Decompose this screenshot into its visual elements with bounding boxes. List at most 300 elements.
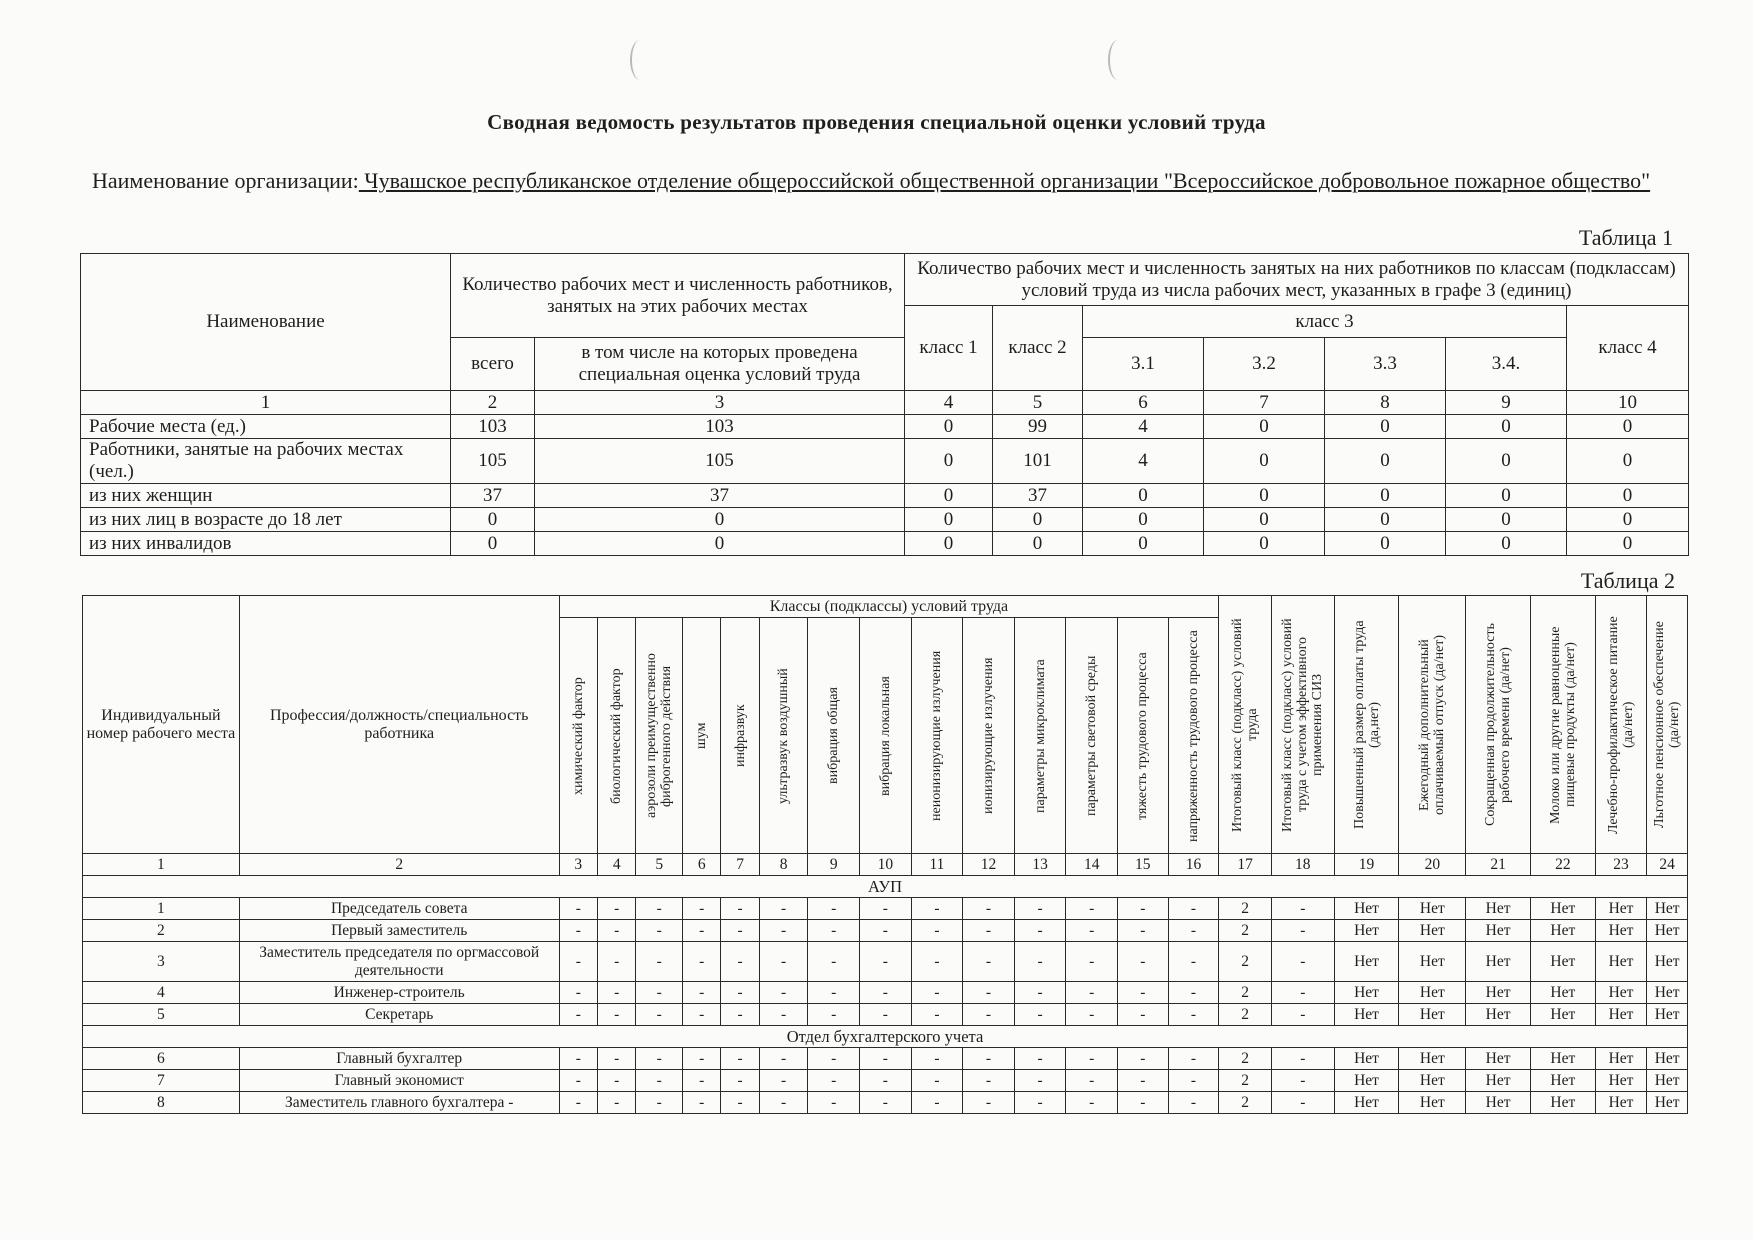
column-number: 9 bbox=[808, 854, 860, 876]
factor-class: - bbox=[636, 1092, 683, 1114]
col-header-sub31: 3.1 bbox=[1083, 338, 1204, 391]
factor-class: - bbox=[1014, 1004, 1066, 1026]
cell-value: 0 bbox=[1446, 532, 1567, 556]
col-header-factor bbox=[682, 618, 720, 854]
column-number: 14 bbox=[1066, 854, 1118, 876]
column-number: 3 bbox=[559, 854, 597, 876]
factor-class: - bbox=[808, 1070, 860, 1092]
factor-class: - bbox=[559, 1004, 597, 1026]
factor-class: - bbox=[808, 920, 860, 942]
factor-class: - bbox=[1014, 1070, 1066, 1092]
cell-value: 99 bbox=[993, 415, 1083, 439]
factor-class: - bbox=[682, 982, 720, 1004]
cell-value: 0 bbox=[1446, 415, 1567, 439]
factor-class: - bbox=[559, 982, 597, 1004]
col-header-extra-label: Итоговый класс (подкласс) условий труда с учетом эффективного применения СИЗ bbox=[1280, 617, 1326, 832]
factor-class: - bbox=[808, 1092, 860, 1114]
benefit-value: Нет bbox=[1466, 898, 1531, 920]
col-header-workplace-id: Индивидуальный номер рабочего места bbox=[83, 596, 240, 854]
column-number: 10 bbox=[1567, 391, 1689, 415]
column-number: 2 bbox=[451, 391, 535, 415]
col-header-factor bbox=[598, 618, 636, 854]
col-header-group2: Количество рабочих мест и численность занятых на них работников по классам (подклассам) условий труда из числа рабочих мест, указанных в графе 3 (единиц) bbox=[905, 254, 1689, 306]
summary-row bbox=[81, 508, 1689, 532]
col-header-factor bbox=[963, 618, 1015, 854]
cell-value: 37 bbox=[993, 484, 1083, 508]
table-row bbox=[83, 942, 1688, 982]
row-label: Работники, занятые на рабочих местах (чел.) bbox=[81, 439, 451, 484]
col-header-extra bbox=[1219, 596, 1272, 854]
cell-value: 0 bbox=[1083, 484, 1204, 508]
benefit-value: Нет bbox=[1595, 1048, 1647, 1070]
factor-class: - bbox=[1117, 1048, 1168, 1070]
factor-class: - bbox=[1066, 920, 1118, 942]
table-row bbox=[83, 982, 1688, 1004]
factor-class: - bbox=[636, 942, 683, 982]
column-number: 10 bbox=[860, 854, 912, 876]
benefit-value: Нет bbox=[1647, 1048, 1688, 1070]
column-number: 7 bbox=[721, 854, 759, 876]
benefit-value: Нет bbox=[1399, 1004, 1466, 1026]
factor-class: - bbox=[963, 982, 1015, 1004]
factor-class: - bbox=[1168, 1092, 1219, 1114]
document-title: Сводная ведомость результатов проведения специальной оценки условий труда bbox=[487, 110, 1266, 134]
factor-class: - bbox=[1117, 920, 1168, 942]
factor-class: - bbox=[911, 1070, 963, 1092]
factor-class: - bbox=[963, 898, 1015, 920]
factor-class: - bbox=[911, 920, 963, 942]
col-header-classes-group: Классы (подклассы) условий труда bbox=[559, 596, 1219, 618]
factor-class: - bbox=[808, 898, 860, 920]
factor-class: - bbox=[759, 898, 808, 920]
factor-class: - bbox=[721, 982, 759, 1004]
benefit-value: Нет bbox=[1647, 920, 1688, 942]
cell-value: 0 bbox=[1446, 484, 1567, 508]
benefit-value: Нет bbox=[1530, 1048, 1595, 1070]
col-header-extra bbox=[1647, 596, 1688, 854]
col-header-group1: Количество рабочих мест и численность работников, занятых на этих рабочих местах bbox=[451, 254, 905, 338]
factor-class: - bbox=[636, 982, 683, 1004]
factor-class: - bbox=[911, 942, 963, 982]
row-label: из них инвалидов bbox=[81, 532, 451, 556]
col-header-factor bbox=[1066, 618, 1118, 854]
factor-class: - bbox=[1168, 982, 1219, 1004]
factor-class: - bbox=[636, 1004, 683, 1026]
col-header-factor bbox=[911, 618, 963, 854]
benefit-value: Нет bbox=[1466, 920, 1531, 942]
benefit-value: Нет bbox=[1595, 1092, 1647, 1114]
cell-value: 0 bbox=[1325, 484, 1446, 508]
column-number: 3 bbox=[535, 391, 905, 415]
col-header-extra bbox=[1530, 596, 1595, 854]
workplace-id: 4 bbox=[83, 982, 240, 1004]
factor-class: - bbox=[1168, 1004, 1219, 1026]
benefit-value: Нет bbox=[1530, 1092, 1595, 1114]
benefit-value: Нет bbox=[1334, 1092, 1399, 1114]
benefit-value: Нет bbox=[1530, 920, 1595, 942]
col-header-factor-label: ультразвук воздушный bbox=[776, 667, 792, 804]
factor-class: - bbox=[1117, 982, 1168, 1004]
factor-class: - bbox=[682, 920, 720, 942]
col-header-total: всего bbox=[451, 338, 535, 391]
benefit-value: Нет bbox=[1399, 982, 1466, 1004]
column-number: 22 bbox=[1530, 854, 1595, 876]
table1-caption: Таблица 1 bbox=[1578, 225, 1673, 250]
benefit-value: Нет bbox=[1595, 920, 1647, 942]
column-number: 21 bbox=[1466, 854, 1531, 876]
factor-class: - bbox=[682, 898, 720, 920]
col-header-sub33: 3.3 bbox=[1325, 338, 1446, 391]
factor-class: - bbox=[963, 1048, 1015, 1070]
factor-class: - bbox=[559, 1070, 597, 1092]
summary-table bbox=[80, 253, 1689, 556]
factor-class: - bbox=[963, 1004, 1015, 1026]
col-header-profession: Профессия/должность/специальность работника bbox=[239, 596, 559, 854]
factor-class: - bbox=[1066, 982, 1118, 1004]
cell-value: 37 bbox=[535, 484, 905, 508]
summary-row bbox=[81, 415, 1689, 439]
factor-class: - bbox=[860, 898, 912, 920]
cell-value: 0 bbox=[1204, 439, 1325, 484]
factor-class: - bbox=[598, 1070, 636, 1092]
organization-label: Наименование организации: bbox=[92, 168, 359, 193]
column-number: 4 bbox=[598, 854, 636, 876]
column-number: 2 bbox=[239, 854, 559, 876]
cell-value: 103 bbox=[535, 415, 905, 439]
row-label: из них лиц в возрасте до 18 лет bbox=[81, 508, 451, 532]
factor-class: - bbox=[636, 920, 683, 942]
factor-class: - bbox=[636, 1070, 683, 1092]
cell-value: 0 bbox=[1083, 508, 1204, 532]
benefit-value: Нет bbox=[1647, 1092, 1688, 1114]
cell-value: 0 bbox=[1204, 484, 1325, 508]
factor-class: - bbox=[808, 1048, 860, 1070]
col-header-factor-label: аэрозоли преимущественно фиброгенного действия bbox=[644, 653, 675, 818]
table-row bbox=[83, 1070, 1688, 1092]
col-header-factor-label: ионизирующие излучения bbox=[981, 657, 996, 814]
col-header-factor-label: неионизирующие излучения bbox=[929, 650, 945, 821]
factor-class: - bbox=[682, 1004, 720, 1026]
factor-class: - bbox=[1117, 898, 1168, 920]
profession-name: Первый заместитель bbox=[239, 920, 559, 942]
final-class: 2 bbox=[1219, 1048, 1272, 1070]
cell-value: 0 bbox=[535, 508, 905, 532]
final-class: 2 bbox=[1219, 898, 1272, 920]
factor-class: - bbox=[911, 898, 963, 920]
cell-value: 0 bbox=[905, 508, 993, 532]
organization-line bbox=[92, 168, 1662, 193]
workplace-id: 6 bbox=[83, 1048, 240, 1070]
factor-class: - bbox=[682, 942, 720, 982]
col-header-factor-label: тяжесть трудового процесса bbox=[1135, 651, 1151, 820]
cell-value: 0 bbox=[993, 532, 1083, 556]
benefit-value: Нет bbox=[1647, 942, 1688, 982]
benefit-value: Нет bbox=[1595, 898, 1647, 920]
factor-class: - bbox=[759, 982, 808, 1004]
factor-class: - bbox=[559, 920, 597, 942]
column-number: 11 bbox=[911, 854, 963, 876]
benefit-value: Нет bbox=[1595, 982, 1647, 1004]
column-number: 7 bbox=[1204, 391, 1325, 415]
benefit-value: Нет bbox=[1466, 1070, 1531, 1092]
factor-class: - bbox=[636, 898, 683, 920]
factor-class: - bbox=[721, 1070, 759, 1092]
cell-value: 0 bbox=[1204, 415, 1325, 439]
factor-class: - bbox=[598, 942, 636, 982]
cell-value: 0 bbox=[905, 439, 993, 484]
cell-value: 0 bbox=[1325, 439, 1446, 484]
column-number: 1 bbox=[83, 854, 240, 876]
section-row bbox=[83, 876, 1688, 898]
col-header-factor-label: вибрация локальная bbox=[877, 675, 893, 796]
benefit-value: Нет bbox=[1530, 1070, 1595, 1092]
column-number: 6 bbox=[682, 854, 720, 876]
factor-class: - bbox=[860, 1092, 912, 1114]
column-number: 24 bbox=[1647, 854, 1688, 876]
col-header-name: Наименование bbox=[81, 254, 451, 391]
factor-class: - bbox=[911, 1004, 963, 1026]
cell-value: 0 bbox=[1204, 532, 1325, 556]
benefit-value: Нет bbox=[1399, 942, 1466, 982]
col-header-factor-label: напряженность трудового процесса bbox=[1185, 629, 1201, 842]
table-row bbox=[83, 920, 1688, 942]
final-class: 2 bbox=[1219, 1004, 1272, 1026]
workplace-id: 3 bbox=[83, 942, 240, 982]
col-header-extra bbox=[1399, 596, 1466, 854]
factor-class: - bbox=[1014, 982, 1066, 1004]
col-header-factor bbox=[721, 618, 759, 854]
factor-class: - bbox=[682, 1070, 720, 1092]
column-number: 8 bbox=[1325, 391, 1446, 415]
factor-class: - bbox=[808, 942, 860, 982]
col-header-extra-label: Повышенный размер оплаты труда (да,нет) bbox=[1351, 620, 1382, 829]
factor-class: - bbox=[1117, 942, 1168, 982]
section-title: АУП bbox=[83, 876, 1688, 898]
final-class: 2 bbox=[1219, 942, 1272, 982]
workplace-id: 2 bbox=[83, 920, 240, 942]
benefit-value: Нет bbox=[1399, 1092, 1466, 1114]
benefit-value: Нет bbox=[1334, 1070, 1399, 1092]
benefit-value: Нет bbox=[1530, 942, 1595, 982]
factor-class: - bbox=[1014, 1092, 1066, 1114]
factor-class: - bbox=[721, 1092, 759, 1114]
col-header-extra-label: Льготное пенсионное обеспечение (да/нет) bbox=[1652, 621, 1683, 828]
cell-value: 0 bbox=[1567, 484, 1689, 508]
factor-class: - bbox=[963, 942, 1015, 982]
col-header-extra-label: Итоговый класс (подкласс) условий труда bbox=[1230, 617, 1261, 832]
factor-class: - bbox=[911, 1092, 963, 1114]
cell-value: 101 bbox=[993, 439, 1083, 484]
column-number: 12 bbox=[963, 854, 1015, 876]
table-row bbox=[83, 1092, 1688, 1114]
benefit-value: Нет bbox=[1595, 942, 1647, 982]
factor-class: - bbox=[759, 942, 808, 982]
cell-value: 0 bbox=[1325, 415, 1446, 439]
col-header-factor bbox=[759, 618, 808, 854]
col-header-class2: класс 2 bbox=[993, 306, 1083, 391]
cell-value: 4 bbox=[1083, 415, 1204, 439]
cell-value: 0 bbox=[1446, 508, 1567, 532]
column-numbers-row bbox=[81, 391, 1689, 415]
factor-class: - bbox=[759, 920, 808, 942]
benefit-value: Нет bbox=[1647, 1004, 1688, 1026]
column-number: 15 bbox=[1117, 854, 1168, 876]
benefit-value: Нет bbox=[1466, 1048, 1531, 1070]
benefit-value: Нет bbox=[1530, 982, 1595, 1004]
factor-class: - bbox=[808, 1004, 860, 1026]
factor-class: - bbox=[860, 942, 912, 982]
punch-hole-mark-right bbox=[1108, 40, 1128, 80]
factor-class: - bbox=[721, 920, 759, 942]
col-header-factor-label: вибрация общая bbox=[826, 687, 842, 784]
column-number: 4 bbox=[905, 391, 993, 415]
benefit-value: Нет bbox=[1530, 898, 1595, 920]
cell-value: 0 bbox=[905, 484, 993, 508]
factor-class: - bbox=[1066, 1048, 1118, 1070]
factor-class: - bbox=[1117, 1070, 1168, 1092]
cell-value: 0 bbox=[1446, 439, 1567, 484]
summary-row bbox=[81, 484, 1689, 508]
factor-class: - bbox=[1014, 1048, 1066, 1070]
cell-value: 0 bbox=[993, 508, 1083, 532]
cell-value: 0 bbox=[905, 415, 993, 439]
column-number: 13 bbox=[1014, 854, 1066, 876]
col-header-factor-label: инфразвук bbox=[732, 704, 748, 767]
column-number: 9 bbox=[1446, 391, 1567, 415]
benefit-value: Нет bbox=[1334, 982, 1399, 1004]
col-header-extra-label: Молоко или другие равноценные пищевые продукты (да/нет) bbox=[1547, 625, 1578, 824]
factor-class: - bbox=[1117, 1004, 1168, 1026]
profession-name: Председатель совета bbox=[239, 898, 559, 920]
cell-value: 0 bbox=[1567, 532, 1689, 556]
factor-class: - bbox=[598, 920, 636, 942]
factor-class: - bbox=[860, 1048, 912, 1070]
column-number: 19 bbox=[1334, 854, 1399, 876]
cell-value: 0 bbox=[1567, 508, 1689, 532]
cell-value: 0 bbox=[1325, 508, 1446, 532]
col-header-factor-label: параметры световой среды bbox=[1084, 655, 1100, 816]
factor-class: - bbox=[1066, 898, 1118, 920]
final-class-siz: - bbox=[1271, 920, 1334, 942]
cell-value: 0 bbox=[1567, 415, 1689, 439]
col-header-factor bbox=[636, 618, 683, 854]
benefit-value: Нет bbox=[1647, 982, 1688, 1004]
col-header-class1: класс 1 bbox=[905, 306, 993, 391]
benefit-value: Нет bbox=[1595, 1004, 1647, 1026]
factor-class: - bbox=[963, 920, 1015, 942]
column-number: 16 bbox=[1168, 854, 1219, 876]
factor-class: - bbox=[598, 1004, 636, 1026]
punch-hole-mark-left bbox=[630, 40, 650, 80]
factor-class: - bbox=[860, 982, 912, 1004]
factor-class: - bbox=[1168, 1048, 1219, 1070]
factor-class: - bbox=[1014, 898, 1066, 920]
factor-class: - bbox=[860, 1070, 912, 1092]
table2-header-row bbox=[83, 596, 1688, 618]
column-number: 6 bbox=[1083, 391, 1204, 415]
col-header-factor bbox=[1168, 618, 1219, 854]
col-header-factor bbox=[860, 618, 912, 854]
factor-class: - bbox=[559, 942, 597, 982]
factor-class: - bbox=[1168, 898, 1219, 920]
cell-value: 0 bbox=[905, 532, 993, 556]
final-class-siz: - bbox=[1271, 1048, 1334, 1070]
cell-value: 4 bbox=[1083, 439, 1204, 484]
col-header-factor bbox=[808, 618, 860, 854]
col-header-extra-label: Сокращенная продолжительность рабочего времени (да/нет) bbox=[1483, 623, 1514, 826]
factor-class: - bbox=[759, 1004, 808, 1026]
cell-value: 0 bbox=[1204, 508, 1325, 532]
col-header-assessed: в том числе на которых проведена специальная оценка условий труда bbox=[535, 338, 905, 391]
row-label: из них женщин bbox=[81, 484, 451, 508]
col-header-factor bbox=[1014, 618, 1066, 854]
column-number: 5 bbox=[636, 854, 683, 876]
column-number: 17 bbox=[1219, 854, 1272, 876]
factor-class: - bbox=[860, 920, 912, 942]
benefit-value: Нет bbox=[1334, 1048, 1399, 1070]
factor-class: - bbox=[911, 1048, 963, 1070]
factor-class: - bbox=[1168, 942, 1219, 982]
workplace-id: 7 bbox=[83, 1070, 240, 1092]
workplaces-table bbox=[82, 595, 1688, 1114]
col-header-extra-label: Ежегодный дополнительный оплачиваемый отпуск (да/нет) bbox=[1417, 634, 1448, 815]
benefit-value: Нет bbox=[1595, 1070, 1647, 1092]
factor-class: - bbox=[598, 1048, 636, 1070]
factor-class: - bbox=[1014, 942, 1066, 982]
column-number: 18 bbox=[1271, 854, 1334, 876]
section-row bbox=[83, 1026, 1688, 1048]
col-header-extra bbox=[1271, 596, 1334, 854]
factor-class: - bbox=[759, 1048, 808, 1070]
col-header-factor-label: параметры микроклимата bbox=[1032, 658, 1048, 813]
cell-value: 105 bbox=[535, 439, 905, 484]
factor-class: - bbox=[721, 942, 759, 982]
factor-class: - bbox=[721, 898, 759, 920]
col-header-extra bbox=[1334, 596, 1399, 854]
benefit-value: Нет bbox=[1334, 1004, 1399, 1026]
factor-class: - bbox=[721, 1048, 759, 1070]
column-number: 8 bbox=[759, 854, 808, 876]
column-number: 1 bbox=[81, 391, 451, 415]
benefit-value: Нет bbox=[1399, 898, 1466, 920]
factor-class: - bbox=[1066, 1092, 1118, 1114]
factor-class: - bbox=[721, 1004, 759, 1026]
col-header-extra bbox=[1466, 596, 1531, 854]
col-header-sub34: 3.4. bbox=[1446, 338, 1567, 391]
factor-class: - bbox=[963, 1070, 1015, 1092]
organization-value: Чувашское республиканское отделение общероссийской общественной организации "Всероссийское добровольное пожарное общество" bbox=[358, 168, 1651, 193]
final-class: 2 bbox=[1219, 920, 1272, 942]
benefit-value: Нет bbox=[1530, 1004, 1595, 1026]
final-class: 2 bbox=[1219, 982, 1272, 1004]
cell-value: 0 bbox=[451, 532, 535, 556]
col-header-factor bbox=[559, 618, 597, 854]
factor-class: - bbox=[860, 1004, 912, 1026]
column-number: 23 bbox=[1595, 854, 1647, 876]
profession-name: Инженер-строитель bbox=[239, 982, 559, 1004]
factor-class: - bbox=[963, 1092, 1015, 1114]
benefit-value: Нет bbox=[1466, 1092, 1531, 1114]
profession-name: Секретарь bbox=[239, 1004, 559, 1026]
final-class-siz: - bbox=[1271, 1092, 1334, 1114]
factor-class: - bbox=[911, 982, 963, 1004]
final-class-siz: - bbox=[1271, 898, 1334, 920]
factor-class: - bbox=[598, 1092, 636, 1114]
benefit-value: Нет bbox=[1334, 898, 1399, 920]
row-label: Рабочие места (ед.) bbox=[81, 415, 451, 439]
factor-class: - bbox=[1066, 1070, 1118, 1092]
factor-class: - bbox=[759, 1070, 808, 1092]
